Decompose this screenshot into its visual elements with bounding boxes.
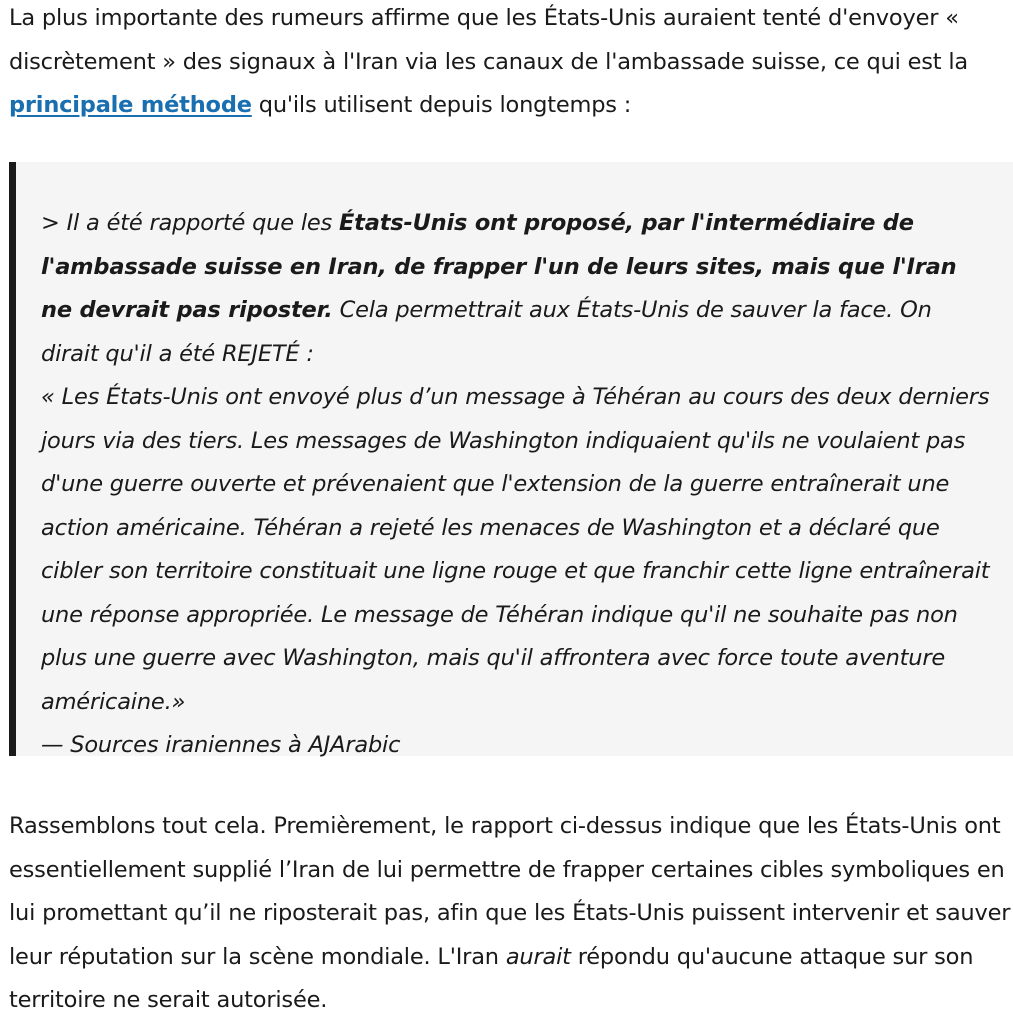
quote-citation: « Les États-Unis ont envoyé plus d’un message à Téhéran au cours des deux derniers jours via des tiers. Les messages de Washington indiquaient qu'ils ne voulaient pas d'une guerre ouverte et prévenaient que l'extension de la guerre entraînerait une action américaine. Téhéran a rejeté les menaces de Washington et a déclaré que cibler son territoire constituait une ligne rouge et que franchir cette ligne entraînerait une réponse appropriée. Le message de Téhéran indique qu'il ne souhaite pas non plus une guerre avec Washington, mais qu'il affrontera avec force toute aventure américaine.»: [41, 384, 990, 715]
quote-bold-text: États-Unis ont proposé, par l'intermédiaire de l'ambassade suisse en Iran, de frapper l'un de leurs sites, mais que l'Iran ne devrait pas riposter.: [41, 210, 957, 323]
quote-source: — Sources iraniennes à AJArabic: [41, 732, 401, 758]
intro-text-end: qu'ils utilisent depuis longtemps :: [251, 92, 632, 118]
principale-methode-link[interactable]: principale méthode: [9, 92, 252, 118]
conclusion-italic-word: aurait: [505, 943, 571, 970]
conclusion-text-start: Rassemblons tout cela. Premièrement, le rapport ci-dessus indique que les États-Unis ont essentiellement supplié l’Iran de lui permettre de frapper certaines cibles symboliques en lui promettant qu’il ne riposterait pas, afin que les États-Unis puissent intervenir et sauver leur réputation sur la scène mondiale. L'Iran: [9, 813, 1011, 970]
quote-paragraph: [41, 202, 993, 768]
intro-text-start: La plus importante des rumeurs affirme que les États-Unis auraient tenté d'envoyer « discrètement » des signaux à l'Iran via les canaux de l'ambassade suisse, ce qui est la: [9, 5, 969, 75]
intro-paragraph: [0, 0, 1013, 128]
conclusion-paragraph: [0, 805, 1013, 1023]
conclusion-text-end: répondu qu'aucune attaque sur son territoire ne serait autorisée.: [9, 943, 974, 1013]
quote-lead: > Il a été rapporté que les: [41, 210, 339, 236]
quote-block: [9, 162, 1013, 756]
quote-after-bold: Cela permettrait aux États-Unis de sauver la face. On dirait qu'il a été REJETÉ :: [41, 297, 932, 367]
